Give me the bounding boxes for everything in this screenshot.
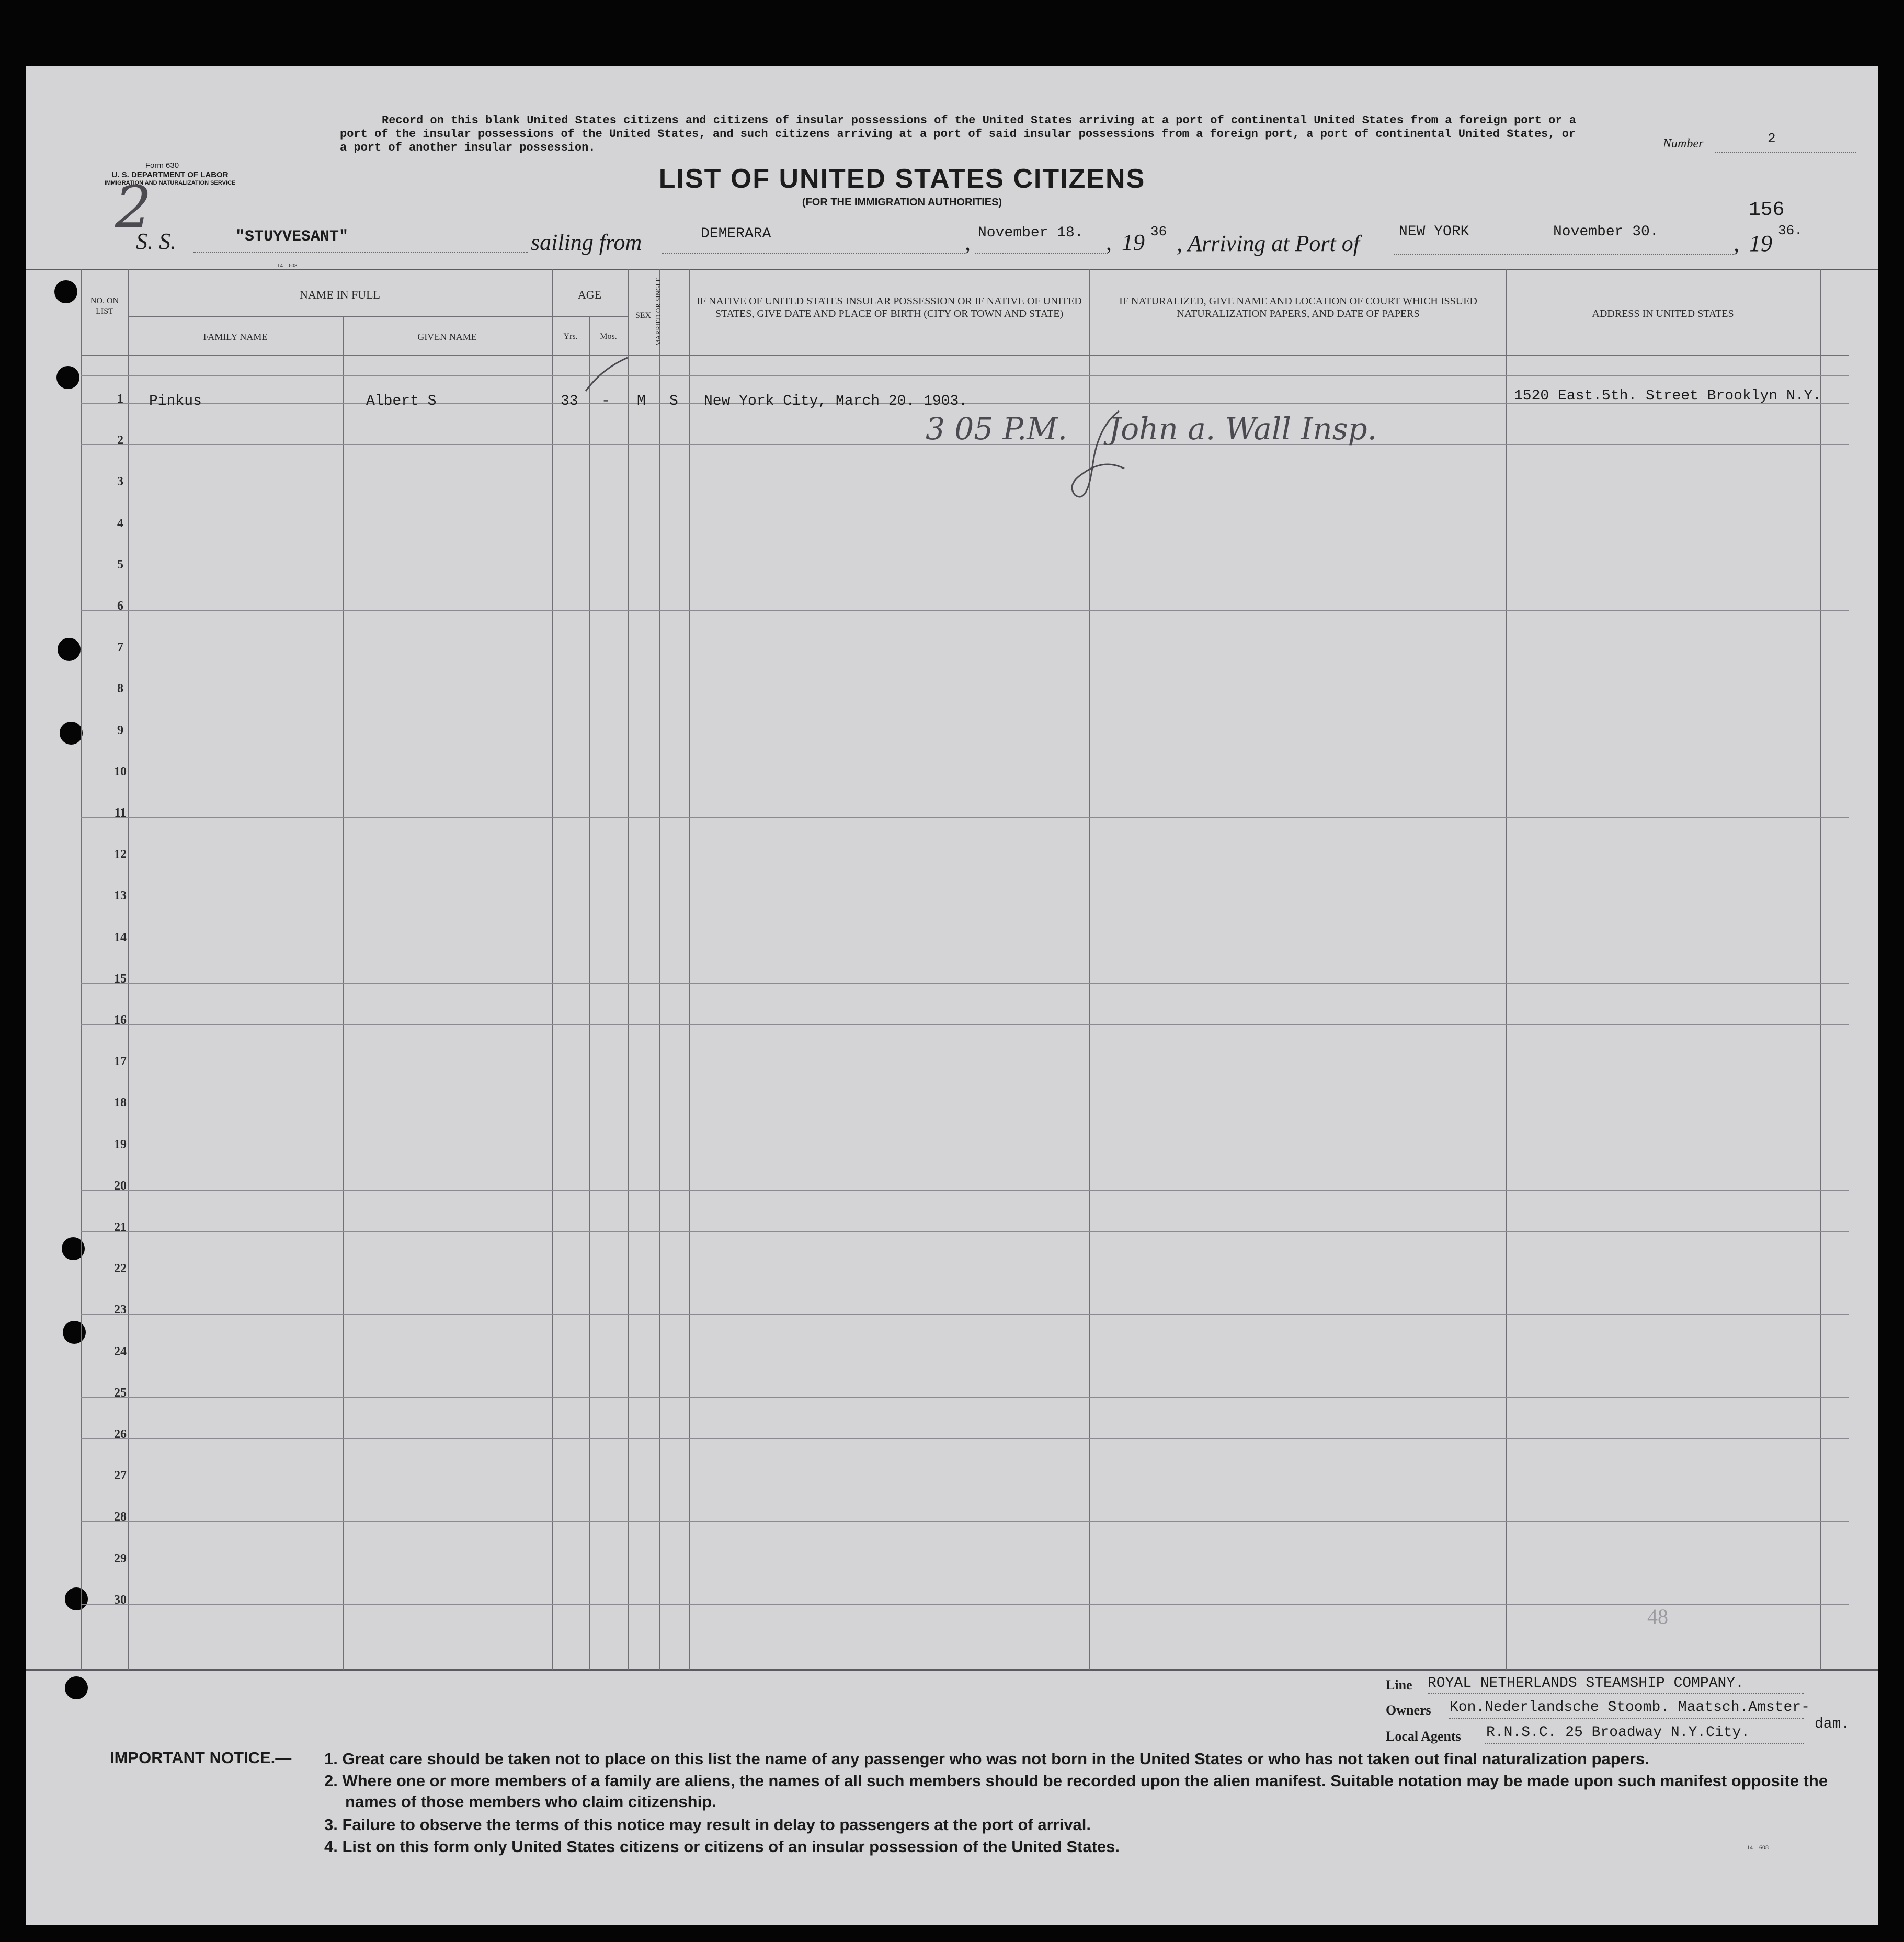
important-notice-label: IMPORTANT NOTICE.— xyxy=(110,1749,292,1767)
page-title: LIST OF UNITED STATES CITIZENS xyxy=(658,164,1146,194)
row-number: 5 xyxy=(117,558,123,572)
row-number: 21 xyxy=(114,1220,127,1234)
col-rule xyxy=(689,269,690,1670)
line-label: Line xyxy=(1386,1677,1412,1693)
punch-hole xyxy=(65,1587,88,1610)
row-number: 19 xyxy=(114,1138,127,1151)
entry-age-years: 33 xyxy=(561,393,578,409)
line-underline xyxy=(1428,1693,1804,1694)
col-rule xyxy=(1506,269,1507,1670)
row-number: 18 xyxy=(114,1096,127,1110)
row-number: 12 xyxy=(114,848,127,861)
header-age: AGE xyxy=(577,288,602,301)
col-rule xyxy=(659,269,660,1670)
header-no-on-list: NO. ON LIST xyxy=(90,296,119,316)
comma-3: , xyxy=(1734,231,1739,256)
notice-3: 3. Failure to observe the terms of this notice may result in delay to passengers at the port of arrival. xyxy=(324,1815,1091,1834)
arrival-port-underline xyxy=(1394,254,1734,255)
table-bottom-rule xyxy=(26,1669,1878,1671)
row-number: 26 xyxy=(114,1427,127,1441)
row-rule xyxy=(81,1521,1849,1522)
owners-value-cont: dam. xyxy=(1815,1716,1850,1732)
row-number: 8 xyxy=(117,682,123,695)
agents-underline xyxy=(1485,1743,1804,1744)
notice-1: 1. Great care should be taken not to place on this list the name of any passenger who was not born in the United States or who has not taken out final naturalization papers. xyxy=(324,1750,1649,1768)
page-subtitle: (FOR THE IMMIGRATION AUTHORITIES) xyxy=(802,197,1002,208)
owners-underline xyxy=(1449,1718,1804,1719)
row-number: 7 xyxy=(117,641,123,654)
line-value: ROYAL NETHERLANDS STEAMSHIP COMPANY. xyxy=(1428,1675,1744,1692)
name-group-rule xyxy=(128,316,552,317)
header-bottom-rule xyxy=(81,355,1849,356)
owners-label: Owners xyxy=(1386,1703,1431,1718)
header-age-years: Yrs. xyxy=(563,332,578,341)
form-number: Form 630 xyxy=(145,161,179,170)
sail-date-underline xyxy=(975,253,1106,254)
sail-year-prefix: 19 xyxy=(1122,230,1145,255)
col-rule xyxy=(628,269,629,1670)
header-age-months: Mos. xyxy=(600,332,617,341)
handwritten-time-note: 3 05 P.M. xyxy=(926,411,1068,447)
manifest-sheet xyxy=(26,66,1878,1925)
header-married-or-single: MARRIED OR SINGLE xyxy=(654,277,662,346)
sail-date: November 18. xyxy=(978,225,1084,241)
entry-address: 1520 East.5th. Street Brooklyn N.Y. xyxy=(1514,388,1822,404)
punch-hole xyxy=(65,1676,88,1699)
age-check-mark xyxy=(580,353,633,395)
col-rule xyxy=(1820,269,1821,1670)
ship-name-underline xyxy=(193,252,528,253)
owners-value: Kon.Nederlandsche Stoomb. Maatsch.Amster- xyxy=(1450,1699,1810,1716)
number-underline xyxy=(1715,152,1856,153)
notice-2: 2. Where one or more members of a family are aliens, the names of all such members should be recorded upon the alien manifest. Suitable notation may be made upon such manifest opposite the names of those members who claim citizenship. xyxy=(324,1772,1828,1811)
entry-marital-status: S xyxy=(669,393,678,409)
form-instructions: Record on this blank United States citizens and citizens of insular possessions of the United States arriving at a port of continental United States from a foreign port or a port of the insular possessions of the United States, and such citizens arriving at a port of said insular possessions from a foreign port, a port of continental United States, or a port of another insular possession. xyxy=(340,114,1576,154)
row-number: 25 xyxy=(114,1386,127,1400)
arriving-label: , Arriving at Port of xyxy=(1177,231,1360,256)
notice-4: 4. List on this form only United States citizens or citizens of an insular possession of the United States. xyxy=(324,1837,1120,1856)
header-sex: SEX xyxy=(635,311,652,320)
row-rule xyxy=(81,983,1849,984)
arrival-year-suffix: 36. xyxy=(1778,223,1803,238)
corner-handwritten-mark: 2 xyxy=(115,174,152,241)
row-number: 13 xyxy=(114,889,127,903)
row-number: 23 xyxy=(114,1303,127,1317)
agents-label: Local Agents xyxy=(1386,1729,1461,1744)
punch-hole xyxy=(58,638,81,661)
row-number: 22 xyxy=(114,1262,127,1275)
row-rule xyxy=(81,817,1849,818)
entry-birth-details: New York City, March 20. 1903. xyxy=(704,393,968,409)
punch-hole xyxy=(63,1321,86,1344)
service-name: IMMIGRATION AND NATURALIZATION SERVICE xyxy=(104,180,236,186)
entry-family-name: Pinkus xyxy=(149,393,202,409)
printer-code: 14—608 xyxy=(277,262,298,269)
number-label: Number xyxy=(1663,137,1704,151)
sailing-label: sailing from xyxy=(531,230,642,255)
col-rule xyxy=(81,269,82,1670)
header-place-of-birth: IF NATIVE OF UNITED STATES INSULAR POSSESSION OR IF NATIVE OF UNITED STATES, GIVE DATE AND PLACE OF BIRTH (CITY OR TOWN AND STATE) xyxy=(697,295,1082,319)
row-number: 15 xyxy=(114,972,127,986)
row-number: 16 xyxy=(114,1013,127,1027)
header-given-name: GIVEN NAME xyxy=(417,332,477,342)
arrival-port: NEW YORK xyxy=(1399,224,1469,240)
row-number: 24 xyxy=(114,1345,127,1358)
row-number: 11 xyxy=(114,806,127,820)
col-rule xyxy=(589,316,590,1670)
row-number: 9 xyxy=(117,724,123,737)
ship-name: "STUYVESANT" xyxy=(235,228,349,246)
row-rule xyxy=(81,1438,1849,1439)
inspector-signature: John a. Wall Insp. xyxy=(1109,411,1377,447)
footer-form-code: 14—608 xyxy=(1747,1844,1769,1851)
row-number: 14 xyxy=(114,931,127,944)
entry-sex: M xyxy=(637,393,646,409)
punch-hole xyxy=(60,722,83,745)
row-number: 29 xyxy=(114,1552,127,1566)
agents-value: R.N.S.C. 25 Broadway N.Y.City. xyxy=(1486,1724,1750,1741)
arrival-date: November 30. xyxy=(1553,224,1659,240)
department-name: U. S. DEPARTMENT OF LABOR xyxy=(111,170,229,179)
header-address: ADDRESS IN UNITED STATES xyxy=(1592,308,1734,319)
row-rule xyxy=(81,1231,1849,1232)
punch-hole xyxy=(56,366,79,389)
row-number: 17 xyxy=(114,1055,127,1068)
row-rule xyxy=(81,1604,1849,1605)
row-rule xyxy=(81,610,1849,611)
punch-hole xyxy=(54,280,77,303)
row-number: 6 xyxy=(117,599,123,613)
from-port: DEMERARA xyxy=(701,226,771,242)
arrival-year-prefix: 19 xyxy=(1749,231,1772,256)
col-rule xyxy=(343,316,344,1670)
page-stamp-number: 156 xyxy=(1749,199,1785,221)
ss-label: S. S. xyxy=(136,229,176,254)
row-number: 28 xyxy=(114,1510,127,1524)
header-naturalized: IF NATURALIZED, GIVE NAME AND LOCATION OF COURT WHICH ISSUED NATURALIZATION PAPERS, AND DATE OF PAPERS xyxy=(1119,295,1477,319)
comma-1: , xyxy=(965,230,971,255)
entry-given-name: Albert S xyxy=(366,393,437,409)
comma-2: , xyxy=(1106,230,1112,255)
from-port-underline xyxy=(662,253,965,254)
row-rule xyxy=(81,1190,1849,1191)
row-rule xyxy=(81,1397,1849,1398)
row-number: 2 xyxy=(117,433,123,447)
row-rule xyxy=(81,375,1849,376)
row-rule xyxy=(81,1314,1849,1315)
table-top-rule xyxy=(26,269,1878,270)
row-number: 1 xyxy=(117,392,123,406)
row-rule xyxy=(81,1024,1849,1025)
entry-age-months: - xyxy=(601,393,610,409)
row-number: 4 xyxy=(117,517,123,530)
page-count-mark: 48 xyxy=(1647,1605,1668,1628)
row-number: 20 xyxy=(114,1179,127,1193)
number-value: 2 xyxy=(1768,131,1776,146)
header-name-in-full: NAME IN FULL xyxy=(300,288,380,301)
sail-year-suffix: 36 xyxy=(1150,224,1167,239)
row-number: 10 xyxy=(114,765,127,779)
header-family-name: FAMILY NAME xyxy=(203,332,268,342)
row-number: 27 xyxy=(114,1469,127,1482)
col-rule xyxy=(552,269,553,1670)
row-number: 3 xyxy=(117,475,123,488)
row-number: 30 xyxy=(114,1593,127,1607)
